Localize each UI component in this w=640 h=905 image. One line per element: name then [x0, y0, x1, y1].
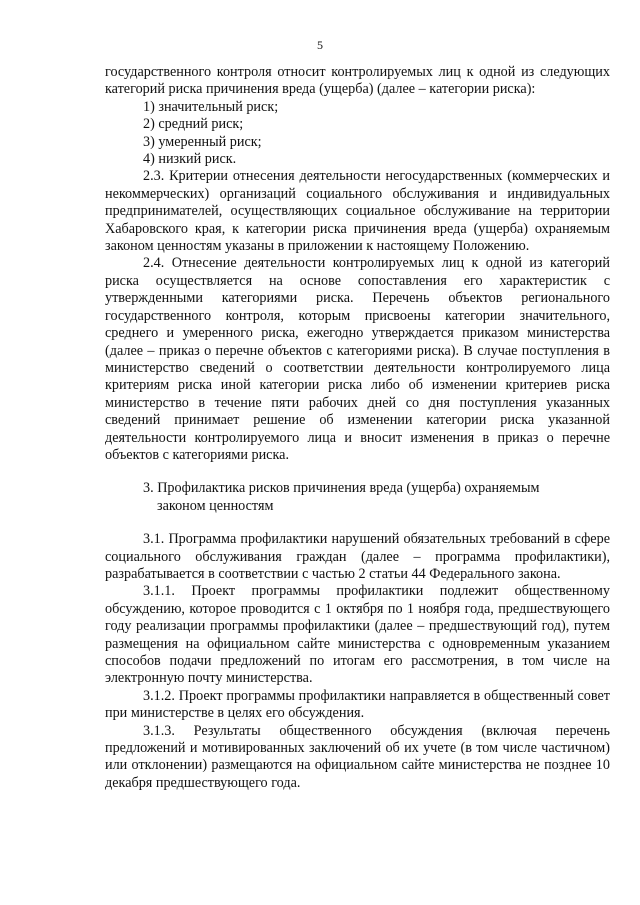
paragraph-3-1: 3.1. Программа профилактики нарушений обязательных требований в сфере социального обслуживания граждан (далее – программа профилактики), разрабатывается в соответствии с частью 2 статьи 44 Федерального закона.: [105, 531, 610, 582]
section-3-heading-line1: 3. Профилактика рисков причинения вреда (ущерба) охраняемым: [143, 480, 540, 497]
document-body: [105, 64, 610, 792]
paragraph-3-1-3: 3.1.3. Результаты общественного обсуждения (включая перечень предложений и мотивированных заключений об их учете (в том числе частичном) или отклонении) размещаются на официальном сайте министерства не позднее 10 декабря предшествующего года.: [105, 722, 610, 791]
risk-list-item-1: 1) значительный риск;: [143, 98, 279, 115]
paragraph-3-1-1: 3.1.1. Проект программы профилактики подлежит общественному обсуждению, которое проводится с 1 октября по 1 ноября года, предшествующего году реализации программы профилактики (далее – предшествующий год), путем размещения на официальном сайте министерства с одновременным указанием способов подачи предложений по итогам его рассмотрения, в том числе на электронную почту министерства.: [105, 583, 610, 687]
risk-list-item-3: 3) умеренный риск;: [143, 133, 262, 150]
page-number: 5: [317, 38, 323, 52]
paragraph-3-1-2: 3.1.2. Проект программы профилактики направляется в общественный совет при министерстве в целях его обсуждения.: [105, 687, 610, 722]
paragraph-2-4: 2.4. Отнесение деятельности контролируемых лиц к одной из категорий риска осуществляется на основе сопоставления его характеристик с утвержденными категориями риска. Перечень объектов регионального государственного контроля, которым присвоены категории значительного, среднего и умеренного риска, ежегодно утверждается приказом министерства (далее – приказ о перечне объектов с категориями риска). В случае поступления в министерство сведений о соответствии деятельности контролируемого лица критериям риска иной категории риска либо об изменении критериев риска министерство в течение пяти рабочих дней со дня поступления указанных сведений принимает решение об изменении категории риска указанной деятельности контролируемого лица и вносит изменения в приказ о перечне объектов с категориями риска.: [105, 255, 610, 463]
risk-list-item-2: 2) средний риск;: [143, 116, 244, 133]
risk-list-item-4: 4) низкий риск.: [143, 151, 237, 168]
paragraph-2-3: 2.3. Критерии отнесения деятельности негосударственных (коммерческих и некоммерческих) организаций социального обслуживания и индивидуальных предпринимателей, осуществляющих социальное обслуживание на территории Хабаровского края, к категории риска причинения вреда (ущерба) охраняемым законом ценностям указаны в приложении к настоящему Положению.: [105, 168, 610, 255]
section-3-heading: [105, 480, 610, 515]
paragraph-continuation: государственного контроля относит контролируемых лиц к одной из следующих категорий риска причинения вреда (ущерба) (далее – категории риска):: [105, 64, 610, 98]
section-3-heading-line2: законом ценностям: [157, 497, 274, 514]
